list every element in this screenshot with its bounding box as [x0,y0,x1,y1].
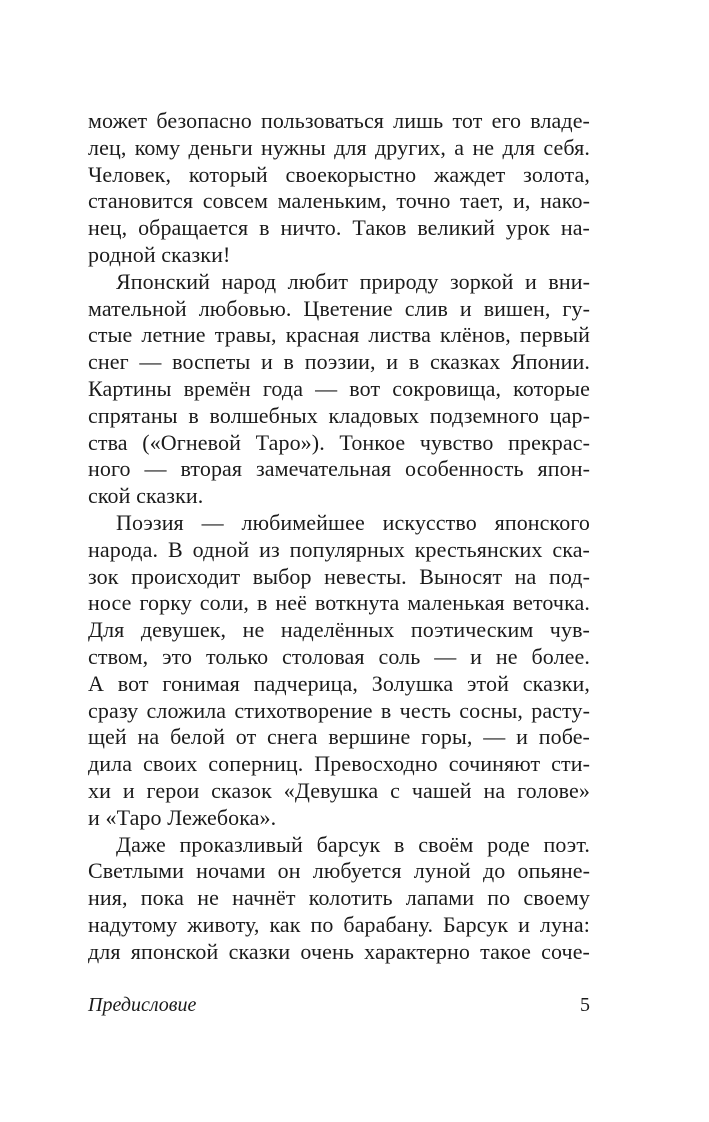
text-line: может безопасно пользоваться лишь тот его владе- [88,108,590,133]
text-line: щей на белой от снега вершине горы, — и побе- [88,724,590,750]
text-line: Поэзия — любимейшее искусство японского [116,509,590,535]
text-line: Японский народ любит природу зоркой и вни- [116,268,590,294]
footer-page-number: 5 [580,994,590,1016]
text-line: хи и герои сказок «Девушка с чашей на голове» [88,777,590,803]
paragraph [88,832,590,966]
text-line: родной сказки! [88,241,231,267]
paragraph [88,108,590,269]
paragraph [88,510,590,832]
text-line: для японской сказки очень характерно такое соче- [88,938,590,964]
text-line: мательной любовью. Цветение слив и вишен, гу- [88,295,590,321]
text-line: нец, обращается в ничто. Таков великий урок на- [88,215,590,241]
text-line: ской сказки. [88,483,204,509]
body-text [88,108,590,966]
page-footer [88,993,590,1017]
text-line: Светлыми ночами он любуется луной до опьяне- [88,858,590,884]
text-line: зок происходит выбор невесты. Выносят на под- [88,563,590,589]
text-line: А вот гонимая падчерица, Золушка этой сказки, [88,670,590,696]
text-line: ного — вторая замечательная особенность япон- [88,456,590,482]
text-line: Картины времён года — вот сокровища, которые [88,375,590,401]
text-line: лец, кому деньги нужны для других, а не для себя. [88,134,590,160]
text-line: ства («Огневой Таро»). Тонкое чувство прекрас- [88,429,590,455]
text-line: ством, это только столовая соль — и не более. [88,643,590,669]
text-line: снег — воспеты и в поэзии, и в сказках Японии. [88,349,590,375]
text-line: ния, пока не начнёт колотить лапами по своему [88,885,590,911]
text-line: сразу сложила стихотворение в честь сосны, расту- [88,697,590,723]
text-line: Человек, который своекорыстно жаждет золота, [88,161,590,187]
text-line: становится совсем маленьким, точно тает, и, нако- [88,188,590,214]
text-line: носе горку соли, в неё воткнута маленькая веточка. [88,590,590,616]
text-line: и «Таро Лежебока». [88,804,277,830]
text-line: Даже проказливый барсук в своём роде поэт. [116,831,590,857]
text-line: стые летние травы, красная листва клёнов, первый [88,322,590,348]
text-line: народа. В одной из популярных крестьянских ска- [88,536,590,562]
footer-section-title: Предисловие [88,994,197,1016]
paragraph [88,269,590,510]
text-line: спрятаны в волшебных кладовых подземного цар- [88,402,590,428]
text-line: надутому животу, как по барабану. Барсук и луна: [88,911,590,937]
text-line: дила своих соперниц. Превосходно сочиняют сти- [88,751,590,777]
text-line: Для девушек, не наделённых поэтическим чув- [88,617,590,643]
